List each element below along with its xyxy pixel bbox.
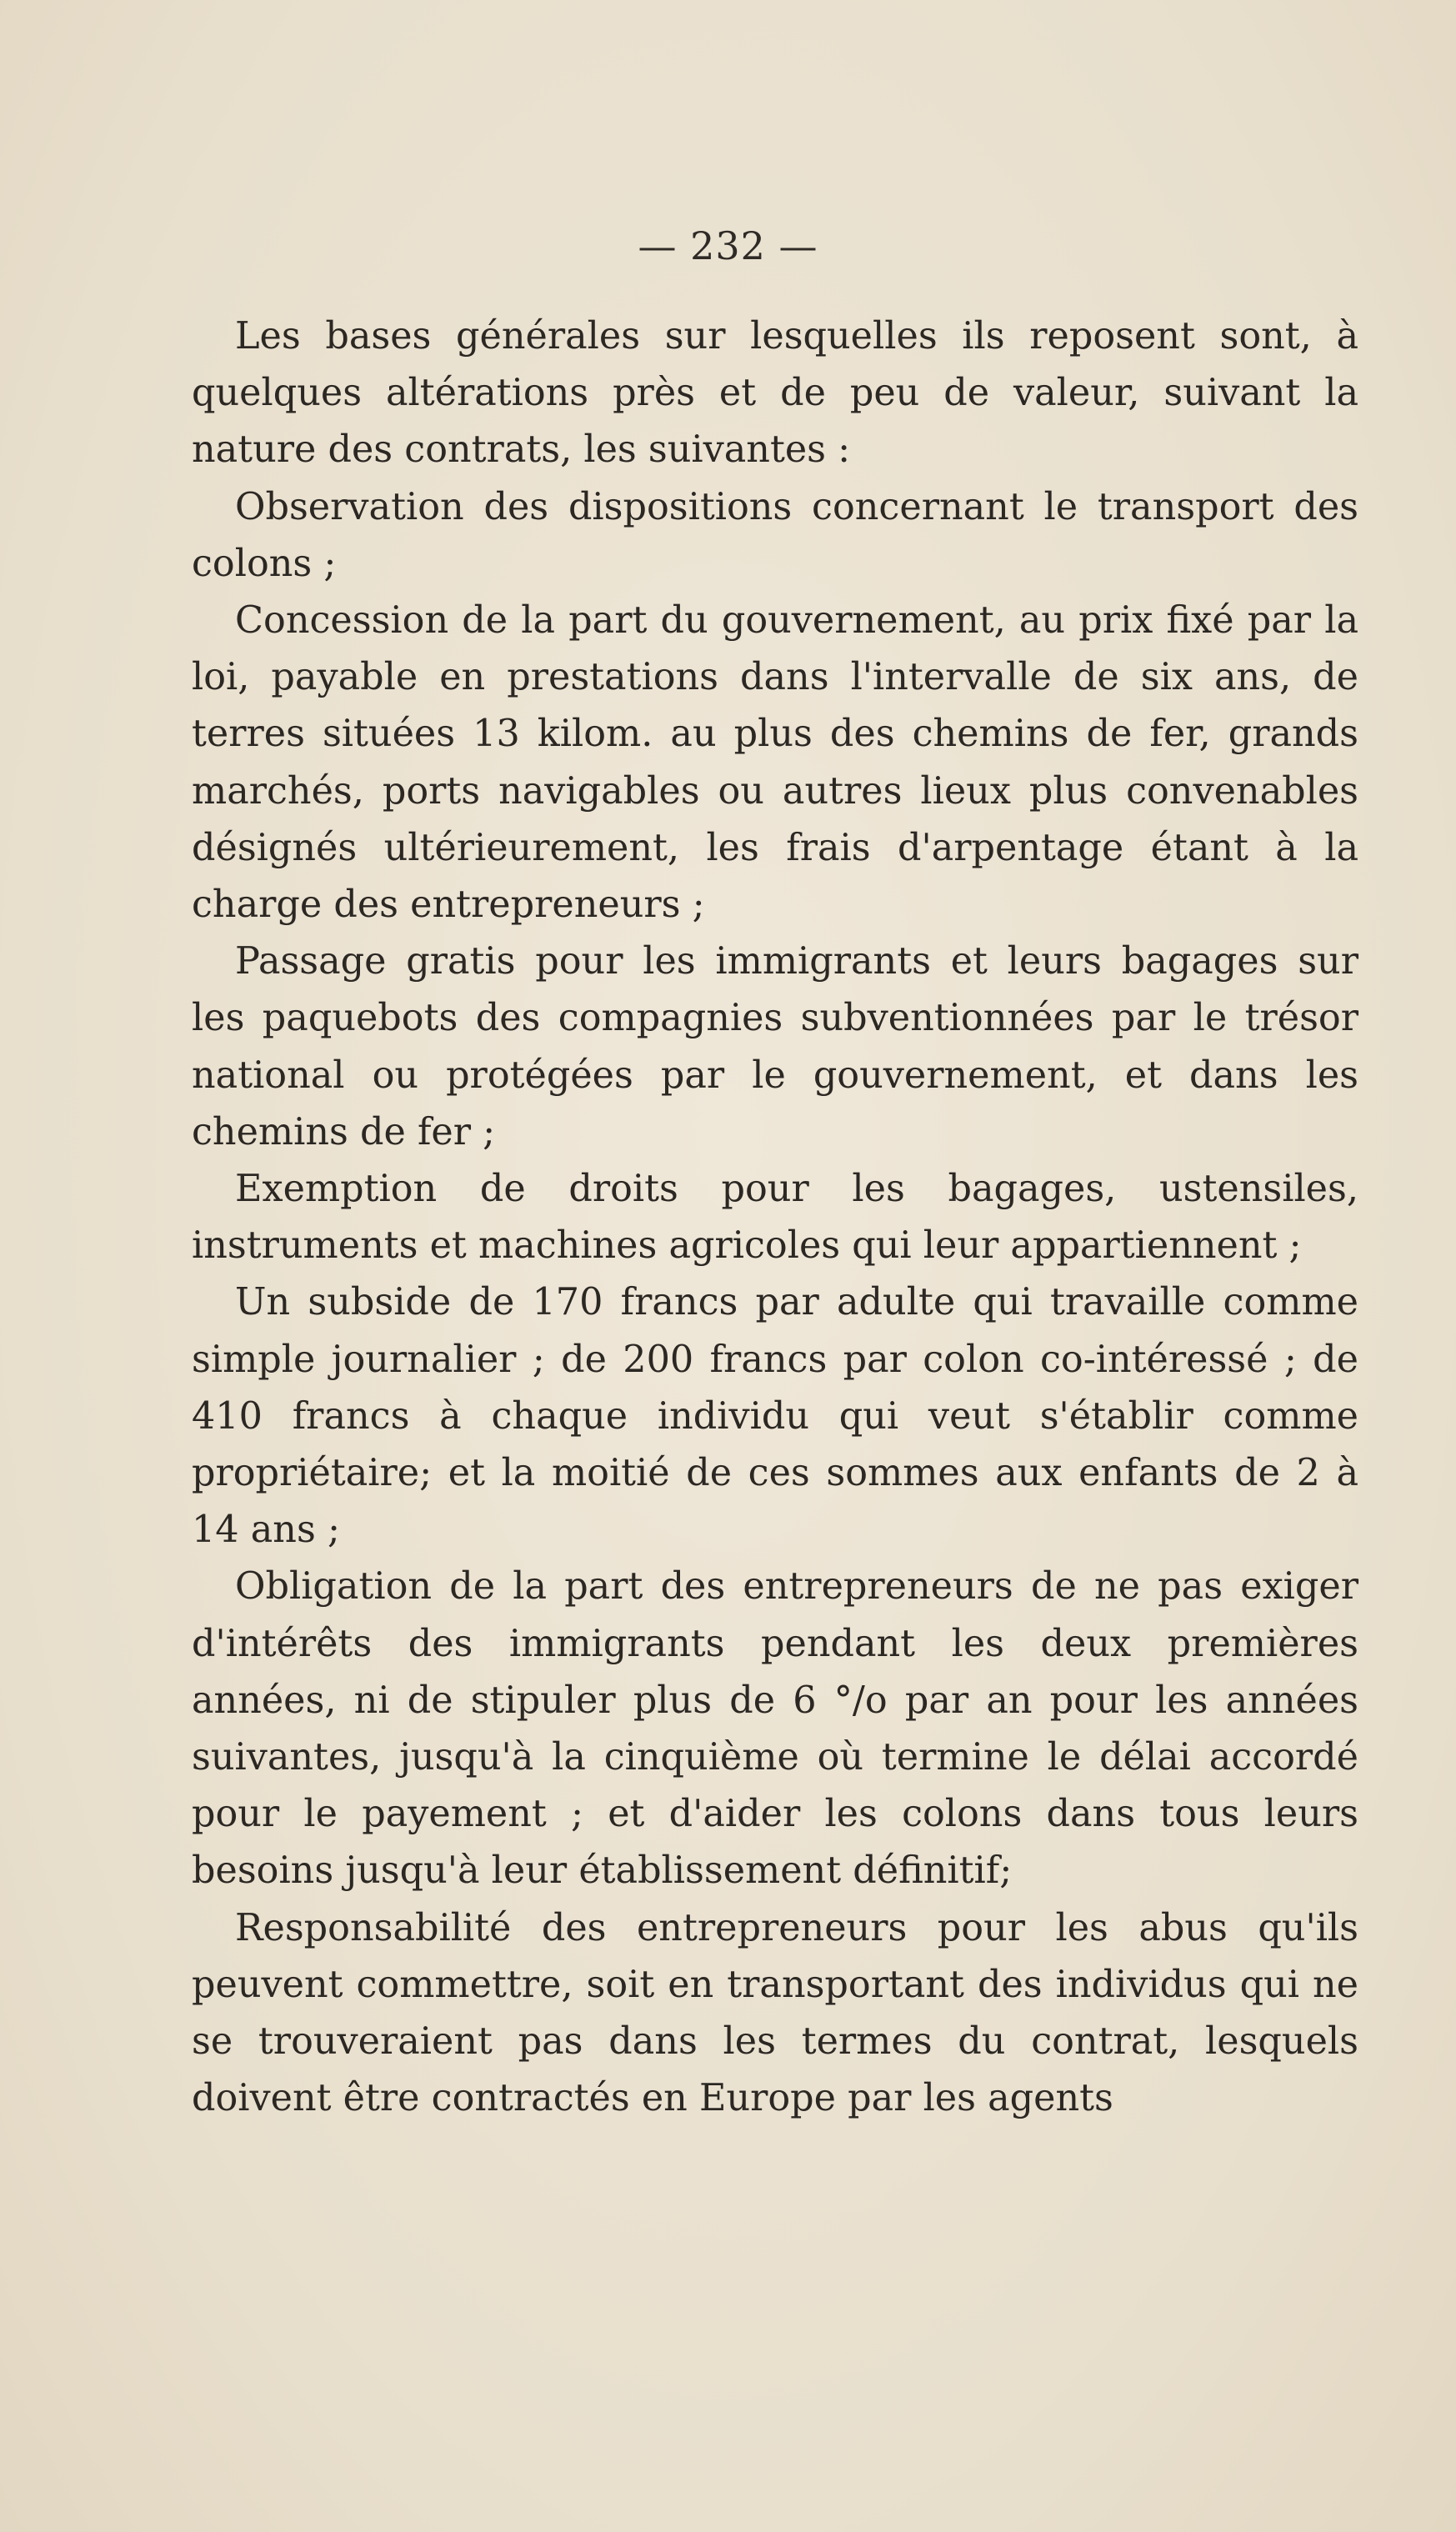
paragraph-transport: Observation des dispositions concernant le transport des colons ;	[192, 485, 1358, 585]
paragraph-subsidy: Un subside de 170 francs par adulte qui travaille comme simple journalier ; de 200 francs par colon co-intéressé ; de 410 francs à chaque individu qui veut s'établir comme propriétaire; et la moitié de ces sommes aux enfants de 2 à 14 ans ;	[192, 1281, 1358, 1552]
paragraph-free-passage: Passage gratis pour les immigrants et leurs bagages sur les paquebots des compagnies subventionnées par le trésor national ou protégées par le gouvernement, et dans les chemins de fer ;	[192, 940, 1358, 1153]
paragraph-land-concession: Concession de la part du gouvernement, au prix fixé par la loi, payable en prestations dans l'intervalle de six ans, de terres situées 13 kilom. au plus des chemins de fer, grands marchés, ports navigables ou autres lieux plus convenables désignés ultérieurement, les frais d'arpentage étant à la charge des entrepreneurs ;	[192, 599, 1358, 927]
paragraph-interest-obligation: Obligation de la part des entrepreneurs de ne pas exiger d'intérêts des immigrants pendant les deux premières années, ni de stipuler plus de 6 °/o par an pour les années suivantes, jusqu'à la cinquième où termine le délai accordé pour le payement ; et d'aider les colons dans tous leurs besoins jusqu'à leur établissement définitif;	[192, 1565, 1358, 1893]
page-number: — 232 —	[638, 223, 818, 268]
body-text	[192, 308, 1358, 2128]
paragraph-intro: Les bases générales sur lesquelles ils reposent sont, à quelques altérations près et de peu de valeur, suivant la nature des contrats, les suivantes :	[192, 315, 1358, 472]
paragraph-responsibility: Responsabilité des entrepreneurs pour les abus qu'ils peuvent commettre, soit en transportant des individus qui ne se trouveraient pas dans les termes du contrat, lesquels doivent être contractés en Europe par les agents	[192, 1906, 1358, 2120]
paragraph-duty-exemption: Exemption de droits pour les bagages, ustensiles, instruments et machines agricoles qui leur appartiennent ;	[192, 1168, 1358, 1268]
